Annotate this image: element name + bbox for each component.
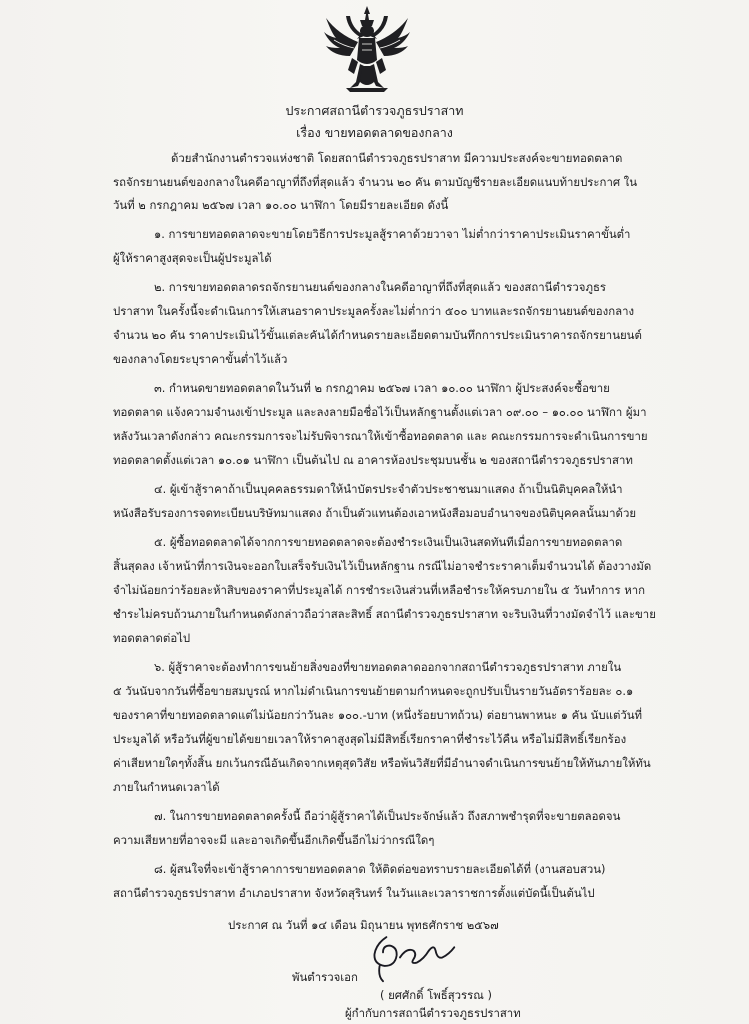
- paragraph-line: หนังสือรับรองการจดทะเบียนบริษัทมาแสดง ถ้าเป็นตัวแทนต้องเอาหนังสือมอบอำนาจของนิติบุคคลนั้นมาด้วย: [113, 506, 637, 520]
- paragraph-line: ๖. ผู้สู้ราคาจะต้องทำการขนย้ายสิ่งของที่ขายทอดตลาดออกจากสถานีตำรวจภูธรปราสาท ภายใน: [154, 660, 622, 674]
- paragraph-line: ทอดตลาด แจ้งความจำนงเข้าประมูล และลงลายมือชื่อไว้เป็นหลักฐานตั้งแต่เวลา ๐๙.๐๐ – ๑๐.๐๐ นาฬิกา ผู้มา: [113, 405, 647, 419]
- paragraph-line: จำไม่น้อยกว่าร้อยละห้าสิบของราคาที่ประมูลได้ การชำระเงินส่วนที่เหลือชำระให้ครบภายใน ๕ วันทำการ หาก: [113, 583, 646, 597]
- paragraph-line: ๑. การขายทอดตลาดจะขายโดยวิธีการประมูลสู้ราคาด้วยวาจา ไม่ต่ำกว่าราคาประเมินราคาขั้นต่ำ: [154, 227, 631, 241]
- paragraph-line: สถานีตำรวจภูธรปราสาท อำเภอปราสาท จังหวัดสุรินทร์ ในวันและเวลาราชการตั้งแต่บัดนี้เป็นต้นไป: [113, 886, 595, 900]
- paragraph-line: ของกลางโดยระบุราคาขั้นต่ำไว้แล้ว: [113, 352, 288, 366]
- paragraph-line: ๕ วันนับจากวันที่ซื้อขายสมบูรณ์ หากไม่ดำเนินการขนย้ายตามกำหนดจะถูกปรับเป็นรายวันอัตราร้อยละ ๐.๑: [113, 684, 634, 698]
- paragraph-line: ๓. กำหนดขายทอดตลาดในวันที่ ๒ กรกฎาคม ๒๕๖๗ เวลา ๑๐.๐๐ นาฬิกา ผู้ประสงค์จะซื้อขาย: [154, 381, 610, 395]
- paragraph-line: ค่าเสียหายใดๆทั้งสิ้น ยกเว้นกรณีอันเกิดจากเหตุสุดวิสัย หรือพ้นวิสัยที่มีอำนาจดำเนินการขนย้ายให้ทันภายให้ทัน: [113, 756, 651, 770]
- document-title: ประกาศสถานีตำรวจภูธรปราสาท: [285, 103, 464, 118]
- paragraph-line: ความเสียหายที่อาจจะมี และอาจเกิดขึ้นอีกเกิดขึ้นอีกไม่ว่ากรณีใดๆ: [113, 833, 435, 847]
- paragraph-line: ทอดตลาดตั้งแต่เวลา ๑๐.๐๑ นาฬิกา เป็นต้นไป ณ อาคารห้องประชุมบนชั้น ๒ ของสถานีตำรวจภูธรปราสาท: [113, 453, 633, 467]
- handwritten-signature: [352, 932, 470, 988]
- signer-name: ( ยศศักดิ์ โพธิ์สุวรรณ ): [380, 988, 492, 1002]
- paragraph-line: สิ้นสุดลง เจ้าหน้าที่การเงินจะออกใบเสร็จรับเงินไว้เป็นหลักฐาน กรณีไม่อาจชำระราคาเต็มจำนวนได้ ต้องวางมัด: [113, 559, 652, 573]
- paragraph-line: ๒. การขายทอดตลาดรถจักรยานยนต์ของกลางในคดีอาญาที่ถึงที่สุดแล้ว ของสถานีตำรวจภูธร: [154, 280, 607, 294]
- paragraph-line: รถจักรยานยนต์ของกลางในคดีอาญาที่ถึงที่สุดแล้ว จำนวน ๒๐ คัน ตามบัญชีรายละเอียดแนบท้ายประกาศ ใน: [113, 175, 638, 189]
- signer-position: ผู้กำกับการสถานีตำรวจภูธรปราสาท: [345, 1006, 521, 1020]
- paragraph-line: ของราคาที่ขายทอดตลาดแต่ไม่น้อยกว่าวันละ ๑๐๐.-บาท (หนึ่งร้อยบาทถ้วน) ต่อยานพาหนะ ๑ คัน นับแต่วันที่: [113, 708, 643, 722]
- paragraph-line: ชำระไม่ครบถ้วนภายในกำหนดดังกล่าวถือว่าสละสิทธิ์ สถานีตำรวจภูธรปราสาท จะริบเงินที่วางมัดจำไว้ และขาย: [113, 607, 656, 621]
- paragraph-line: ๕. ผู้ซื้อทอดตลาดได้จากการขายทอดตลาดจะต้องชำระเงินเป็นเงินสดทันทีเมื่อการขายทอดตลาด: [154, 535, 623, 549]
- paragraph-line: ปราสาท ในครั้งนี้จะดำเนินการให้เสนอราคาประมูลครั้งละไม่ต่ำกว่า ๕๐๐ บาทและรถจักรยานยนต์ของกลาง: [113, 304, 635, 318]
- paragraph-line: ๘. ผู้สนใจที่จะเข้าสู้ราคาการขายทอดตลาด ให้ติดต่อขอทราบรายละเอียดได้ที่ (งานสอบสวน): [154, 862, 606, 876]
- paragraph-line: วันที่ ๒ กรกฎาคม ๒๕๖๗ เวลา ๑๐.๐๐ นาฬิกา โดยมีรายละเอียด ดังนี้: [113, 198, 449, 212]
- announcement-date: ประกาศ ณ วันที่ ๑๔ เดือน มิถุนายน พุทธศักราช ๒๕๖๗: [228, 918, 499, 932]
- document-subject: เรื่อง ขายทอดตลาดของกลาง: [296, 125, 453, 140]
- paragraph-line: ผู้ให้ราคาสูงสุดจะเป็นผู้ประมูลได้: [113, 251, 272, 265]
- signer-rank: พันตำรวจเอก: [292, 970, 358, 984]
- paragraph-line: ๔. ผู้เข้าสู้ราคาถ้าเป็นบุคคลธรรมดาให้นำบัตรประจำตัวประชาชนมาแสดง ถ้าเป็นนิติบุคคลให้นำ: [154, 482, 623, 496]
- paragraph-line: ภายในกำหนดเวลาได้: [113, 780, 220, 794]
- paragraph-line: จำนวน ๒๐ คัน ราคาประเมินไว้ขั้นแต่ละคันได้กำหนดรายละเอียดตามบันทึกการประเมินราคารถจักรยานยนต์: [113, 328, 642, 342]
- paragraph-line: ทอดตลาดต่อไป: [113, 631, 191, 645]
- garuda-emblem-icon: [322, 4, 412, 96]
- paragraph-line: หลังวันเวลาดังกล่าว คณะกรรมการจะไม่รับพิจารณาให้เข้าซื้อทอดตลาด และ คณะกรรมการจะดำเนินการขาย: [113, 429, 648, 443]
- paragraph-line: ๗. ในการขายทอดตลาดครั้งนี้ ถือว่าผู้สู้ราคาได้เป็นประจักษ์แล้ว ถึงสภาพชำรุดที่จะขายตลอดจน: [154, 809, 621, 823]
- paragraph-line: ประมูลได้ หรือวันที่ผู้ขายได้ขยายเวลาให้ราคาสูงสุดไม่มีสิทธิ์เรียกราคาที่ชำระไว้คืน หรือไม่มีสิทธิ์เรียกร้อง: [113, 732, 627, 746]
- paragraph-line: ด้วยสำนักงานตำรวจแห่งชาติ โดยสถานีตำรวจภูธรปราสาท มีความประสงค์จะขายทอดตลาด: [171, 151, 623, 165]
